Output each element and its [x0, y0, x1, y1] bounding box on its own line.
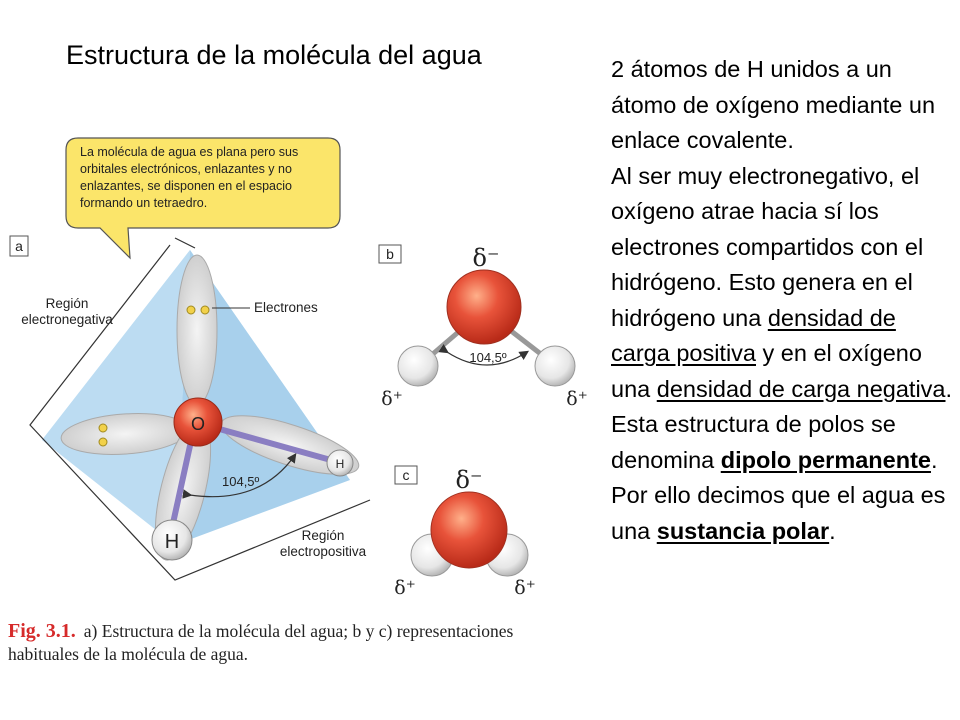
figure-caption — [8, 620, 568, 666]
tetrahedron-outline — [175, 238, 195, 248]
panel-c-label: c — [402, 467, 410, 483]
description-paragraph-1: 2 átomos de H unidos a un átomo de oxígeno mediante un enlace covalente. — [611, 56, 936, 153]
orbital-lobe-top — [177, 255, 217, 405]
page-title: Estructura de la molécula del agua — [66, 40, 482, 70]
description-text — [611, 52, 956, 549]
bond-angle-label: 104,5º — [222, 474, 260, 489]
hydrogen-label: H — [164, 531, 180, 553]
region-electronegative-label: Región electronegativa — [21, 296, 113, 327]
hydrogen-atom — [535, 346, 575, 386]
delta-plus-label: δ⁺ — [566, 388, 588, 410]
caption-text: a) Estructura de la molécula del agua; b y c) representaciones habituales de la molécula de agua. — [8, 621, 514, 664]
delta-plus-label: δ⁺ — [381, 388, 403, 410]
electron-dot — [99, 424, 107, 432]
info-bubble-text: La molécula de agua es plana pero sus orbitales electrónicos, enlazantes y no enlazantes, se disponen en el espacio formando un tetraedro. — [80, 145, 299, 210]
electron-dot — [99, 438, 107, 446]
oxygen-atom — [447, 270, 521, 344]
panel-a-label: a — [15, 238, 23, 254]
dipole-term: dipolo permanente — [720, 446, 931, 473]
electron-dot — [187, 306, 195, 314]
delta-minus-label: δ⁻ — [472, 244, 500, 272]
positive-charge-term: densidad de carga positiva — [611, 304, 896, 366]
panel-b-label: b — [386, 246, 394, 262]
delta-minus-label: δ⁻ — [455, 466, 483, 494]
delta-plus-label: δ⁺ — [394, 577, 416, 599]
negative-charge-term: densidad de carga negativa — [656, 375, 946, 402]
bond-angle-label: 104,5º — [469, 350, 507, 365]
caption-label: Fig. 3.1. — [8, 620, 76, 642]
hydrogen-atom — [398, 346, 438, 386]
oxygen-label: O — [190, 414, 206, 434]
electrons-label: Electrones — [254, 300, 318, 315]
oxygen-atom — [431, 492, 507, 568]
delta-plus-label: δ⁺ — [514, 577, 536, 599]
polar-substance-term: sustancia polar — [656, 517, 830, 544]
hydrogen-label: H — [335, 457, 345, 471]
electron-dot — [201, 306, 209, 314]
region-electropositive-label: Región electropositiva — [279, 528, 367, 559]
description-paragraph-2: Al ser muy electronegativo, el oxígeno atrae hacia sí los electrones compartidos con el hidrógeno. Esto genera en el hidrógeno una densidad de carga positiva y en el oxígeno una densidad de carga negativa. Esta estructura de polos se denomina dipolo permanente. Por ello decimos que el agua es una sustancia polar. — [611, 162, 953, 544]
